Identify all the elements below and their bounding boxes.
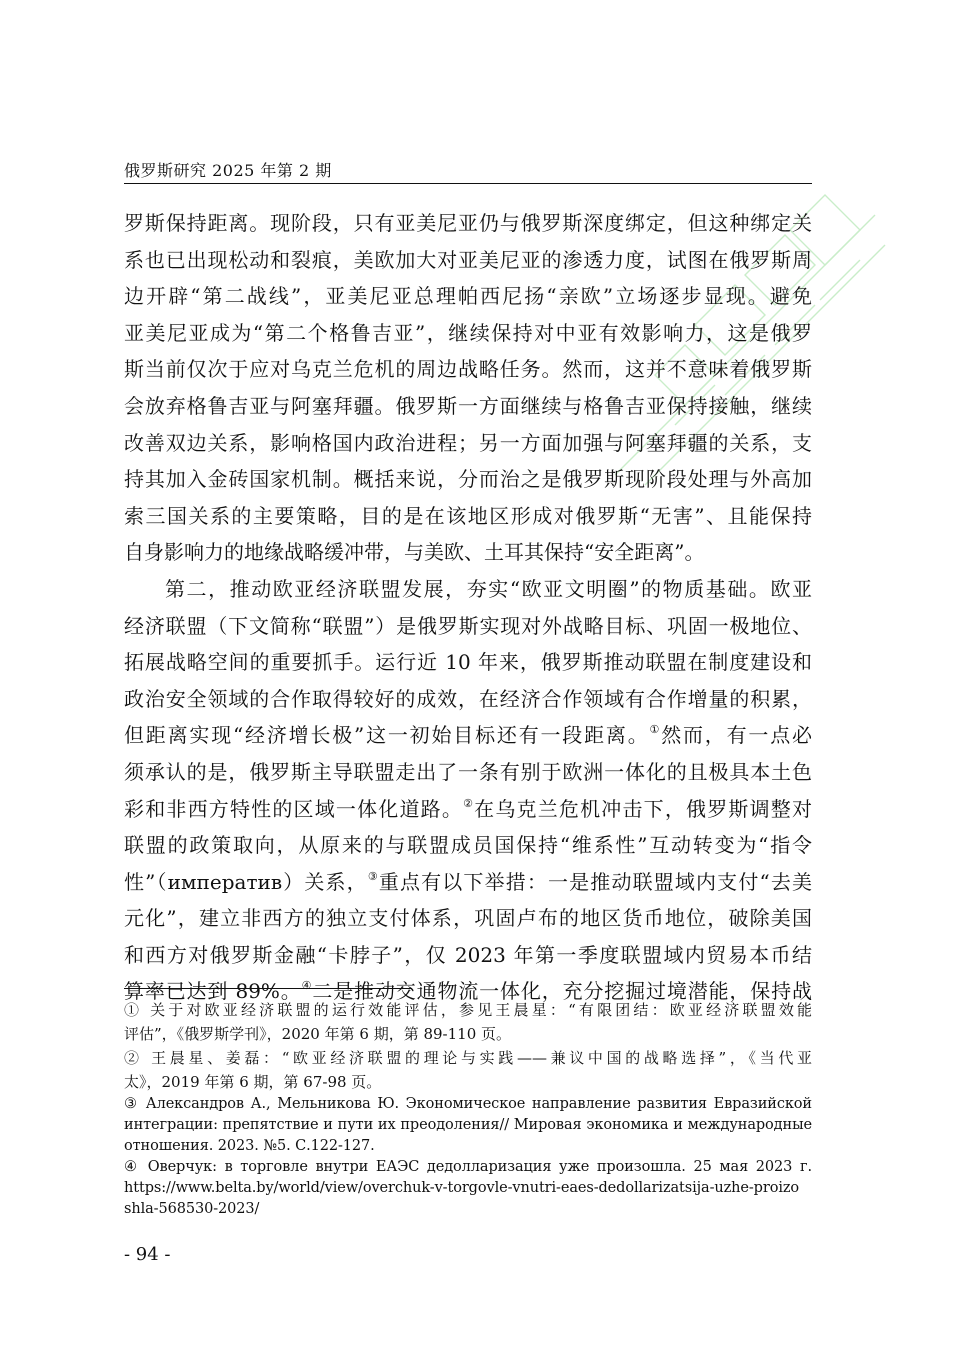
footnote-ref-4[interactable]: ④ [301, 979, 313, 993]
footnote-ref-2[interactable]: ② [463, 796, 475, 810]
body-line: 和西方对俄罗斯金融“卡脖子”，仅 2023 年第一季度联盟域内贸易本币结 [124, 942, 812, 967]
body-line: 拓展战略空间的重要抓手。运行近 10 年来，俄罗斯推动联盟在制度建设和 [124, 650, 812, 675]
body-segment: 二是推动交通物流一体化，充分挖掘过境潜能，保持战 [312, 979, 812, 1004]
body-line: 元化”，建立非西方的独立支付体系，巩固卢布的地区货币地位，破除美国 [124, 906, 812, 931]
body-line [124, 717, 812, 754]
footnote-3-line: интеграции: препятствие и пути их преодоления// Мировая экономика и международные [124, 1117, 812, 1133]
footnote-ref-3[interactable]: ③ [367, 869, 379, 883]
body-line: 持其加入金砖国家机制。概括来说，分而治之是俄罗斯现阶段处理与外高加 [124, 467, 812, 492]
body-segment: 算率已达到 89%。 [124, 979, 302, 1004]
header-rule [124, 183, 812, 184]
footnotes [124, 998, 812, 1220]
body-line: 政治安全领域的合作取得较好的成效，在经济合作领域有合作增量的积累， [124, 686, 812, 711]
footnote-1-line: ① 关于对欧亚经济联盟的运行效能评估，参见王晨星：“有限团结：欧亚经济联盟效能 [124, 1001, 812, 1019]
body-line: 边开辟“第二战线”，亚美尼亚总理帕西尼扬“亲欧”立场逐步显现。避免 [124, 284, 812, 309]
body-segment: 性”（императив）关系， [124, 869, 368, 894]
footnote-2-line: ② 王晨星、姜磊：“欧亚经济联盟的理论与实践——兼议中国的战略选择”，《当代亚 [124, 1049, 812, 1067]
body-segment: 但距离实现“经济增长极”这一初始目标还有一段距离。 [124, 723, 650, 748]
body-line: 须承认的是，俄罗斯主导联盟走出了一条有别于欧洲一体化的且极具本土色 [124, 759, 812, 784]
page-number: - 94 - [124, 1244, 171, 1265]
body-segment: 彩和非西方特性的区域一体化道路。 [124, 796, 464, 821]
body-line: 会放弃格鲁吉亚与阿塞拜疆。俄罗斯一方面继续与格鲁吉亚保持接触，继续 [124, 393, 812, 418]
body-line: 第二，推动欧亚经济联盟发展，夯实“欧亚文明圈”的物质基础。欧亚 [165, 576, 812, 601]
body-line [124, 791, 812, 828]
footnote-4-line: ④ Оверчук: в торговле внутри ЕАЭС дедолларизация уже произошла. 25 мая 2023 г. [124, 1159, 812, 1175]
footnote-4-url[interactable]: https://www.belta.by/world/view/overchuk-v-torgovle-vnutri-eaes-dedollarizatsija-uzhe-proizo [124, 1180, 800, 1196]
body-segment: 重点有以下举措：一是推动联盟域内支付“去美 [378, 869, 812, 894]
footnote-1-line: 评估”，《俄罗斯学刊》，2020 年第 6 期，第 89-110 页。 [124, 1025, 512, 1043]
footnote-4-url[interactable]: shla-568530-2023/ [124, 1201, 260, 1217]
body-segment: 然而，有一点必 [661, 723, 812, 748]
body-line: 自身影响力的地缘战略缓冲带，与美欧、土耳其保持“安全距离”。 [124, 540, 705, 565]
body-line: 索三国关系的主要策略，目的是在该地区形成对俄罗斯“无害”、且能保持 [124, 503, 812, 528]
body-line: 亚美尼亚成为“第二个格鲁吉亚”，继续保持对中亚有效影响力，这是俄罗 [124, 320, 812, 345]
body-segment: 在乌克兰危机冲击下，俄罗斯调整对 [474, 796, 812, 821]
body-line: 罗斯保持距离。现阶段，只有亚美尼亚仍与俄罗斯深度绑定，但这种绑定关 [124, 211, 812, 235]
running-head: 俄罗斯研究 2025 年第 2 期 [124, 161, 332, 180]
body-line: 经济联盟（下文简称“联盟”）是俄罗斯实现对外战略目标、巩固一极地位、 [124, 613, 812, 638]
body-line: 系也已出现松动和裂痕，美欧加大对亚美尼亚的渗透力度，试图在俄罗斯周 [124, 247, 812, 272]
body-line: 联盟的政策取向，从原来的与联盟成员国保持“维系性”互动转变为“指令 [124, 833, 812, 858]
footnote-3-line: отношения. 2023. №5. С.122-127. [124, 1138, 375, 1154]
footnote-rule [124, 988, 412, 989]
body-line: 改善双边关系，影响格国内政治进程；另一方面加强与阿塞拜疆的关系，支 [124, 430, 812, 455]
body-text [124, 205, 812, 1010]
body-line: 斯当前仅次于应对乌克兰危机的周边战略任务。然而，这并不意味着俄罗斯 [124, 357, 812, 382]
body-line [124, 864, 812, 901]
footnote-3-line: ③ Александров А., Мельникова Ю. Экономическое направление развития Евразийской [124, 1096, 812, 1112]
footnote-2-line: 太》，2019 年第 6 期，第 67-98 页。 [124, 1073, 382, 1091]
footnote-ref-1[interactable]: ① [649, 723, 662, 737]
